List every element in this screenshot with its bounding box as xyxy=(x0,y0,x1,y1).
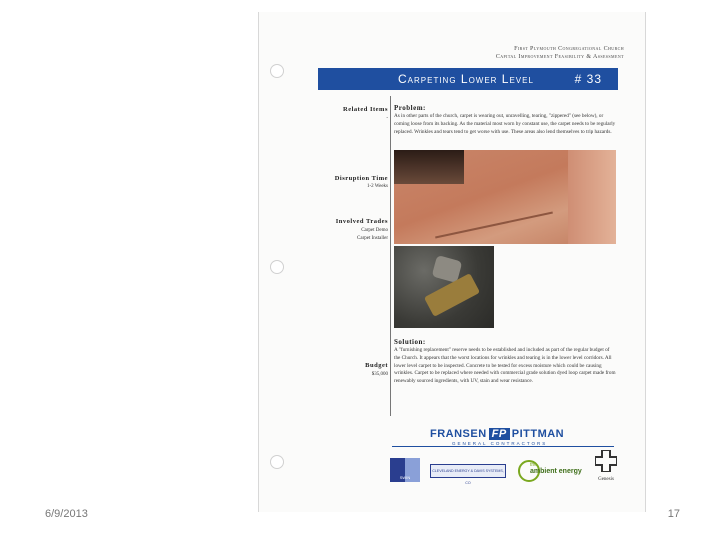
budget-label: Budget xyxy=(365,362,388,369)
ce-logo: CLEVELAND ENERGY & DAVIS SYSTEMS, CO xyxy=(430,464,506,478)
fransen-pittman-logo xyxy=(430,428,564,440)
page-number: 17 xyxy=(667,508,680,520)
fp-mark: FP xyxy=(489,428,510,440)
trade-item: Carpet Demo xyxy=(361,228,388,233)
genesis-caption: Genesis xyxy=(598,477,614,482)
fp-left: FRANSEN xyxy=(430,428,487,440)
genesis-cross-icon xyxy=(595,450,617,472)
page-edge-left xyxy=(258,12,259,512)
swin-logo xyxy=(390,458,420,482)
wall-in-photo xyxy=(568,150,616,244)
church-name: First Plymouth Congregational Church xyxy=(514,46,624,52)
disruption-time-value: 1-2 Weeks xyxy=(366,184,388,189)
report-subtitle: Capital Improvement Feasibility & Assessment xyxy=(495,54,624,60)
page-edge-right xyxy=(645,12,646,512)
carpet-seam xyxy=(435,212,553,239)
punch-hole-top xyxy=(270,64,284,78)
worn-carpet-photo xyxy=(394,150,616,244)
punch-hole-bottom xyxy=(270,455,284,469)
swin-caption: SWIN xyxy=(399,475,411,480)
involved-trades-label: Involved Trades xyxy=(335,218,388,225)
problem-text: As in other parts of the church, carpet is wearing out, unravelling, tearing, "zippered" (see below), or coming loose from its backing. As the material most worn by constant use, the carpet needs to be regularly replaced. Wrinkles and tears tend to get worse with use. These areas also lend themselves to trip hazards. xyxy=(394,113,616,135)
solution-text: A "furnishing replacement" reserve needs to be established and included as part of the regular budget of the Church. It appears that the worst locations for wrinkles and tearing is in the lower level corridors. All lower level carpet to be inspected. Concrete to be tested for excess moisture which could be causing wrinkles. Carpet to be replaced where needed with commercial grade solution dyed loop carpet made from renewably sourced ingredients, with UV, stain and wear resistance. xyxy=(394,347,616,385)
item-number: # 33 xyxy=(574,72,602,86)
column-divider xyxy=(390,96,391,416)
logo-rule xyxy=(392,446,614,447)
related-items-value: - xyxy=(386,116,388,121)
ambient-big: ambient energy xyxy=(530,468,582,475)
trade-item: Carpet Installer xyxy=(357,236,388,241)
budget-value: $35,000 xyxy=(371,372,388,377)
footer-date: 6/9/2013 xyxy=(45,508,88,520)
page-title: Carpeting Lower Level xyxy=(398,72,534,86)
fp-right: PITTMAN xyxy=(511,428,565,440)
ambient-small: the xyxy=(530,462,537,468)
problem-heading: Problem: xyxy=(394,104,426,112)
shoe-in-photo xyxy=(394,150,464,184)
genesis-logo xyxy=(592,450,620,486)
disruption-time-label: Disruption Time xyxy=(334,175,388,182)
solution-heading: Solution: xyxy=(394,338,426,346)
ambient-energy-logo xyxy=(516,458,582,482)
torn-carpet-photo xyxy=(394,246,494,328)
fp-subtitle: GENERAL CONTRACTORS xyxy=(452,441,548,446)
title-bar xyxy=(318,68,618,90)
punch-hole-middle xyxy=(270,260,284,274)
related-items-label: Related Items xyxy=(343,106,388,113)
